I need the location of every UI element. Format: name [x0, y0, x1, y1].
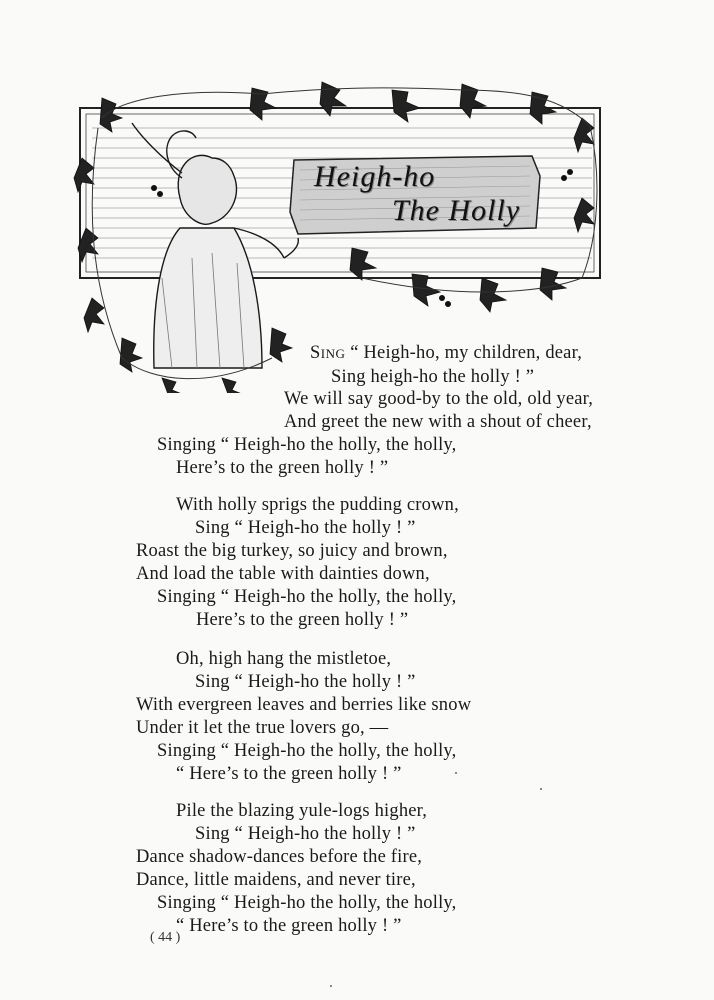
poem-line: Sing “ Heigh-ho the holly ! ”: [195, 824, 416, 844]
poem-line: And greet the new with a shout of cheer,: [284, 412, 592, 432]
banner-title-line-1: Heigh-ho: [314, 160, 436, 193]
poem-line: We will say good-by to the old, old year,: [284, 389, 594, 409]
poem-line: Sing “ Heigh-ho the holly ! ”: [195, 672, 416, 692]
poem-line: “ Here’s to the green holly ! ”: [176, 916, 402, 936]
poem-line: Dance, little maidens, and never tire,: [136, 870, 416, 890]
print-speck: [330, 985, 332, 987]
poem-line: Sing heigh-ho the holly ! ”: [331, 367, 535, 387]
page-number: ( 44 ): [150, 930, 181, 945]
poem-line: Dance shadow-dances before the fire,: [136, 847, 423, 867]
poem-line: Roast the big turkey, so juicy and brown,: [136, 541, 448, 561]
poem-line: Singing “ Heigh-ho the holly, the holly,: [157, 741, 457, 761]
poem-line: Under it let the true lovers go, —: [136, 718, 389, 738]
drop-cap-word: Sing: [310, 343, 346, 363]
banner-title-line-2: The Holly: [392, 194, 521, 227]
poem-line: Singing “ Heigh-ho the holly, the holly,: [157, 435, 457, 455]
poem-line: With evergreen leaves and berries like snow: [136, 695, 472, 715]
poem-line: Singing “ Heigh-ho the holly, the holly,: [157, 587, 457, 607]
poem-line: Oh, high hang the mistletoe,: [176, 649, 392, 669]
poem-line: And load the table with dainties down,: [136, 564, 430, 584]
poem-line: With holly sprigs the pudding crown,: [176, 495, 459, 515]
print-speck: [540, 788, 542, 790]
print-speck: [455, 772, 457, 774]
banner-title: [300, 158, 530, 232]
poem-line: Here’s to the green holly ! ”: [176, 458, 389, 478]
poem-line: Pile the blazing yule-logs higher,: [176, 801, 428, 821]
poem-line: Sing “ Heigh-ho, my children, dear,: [310, 343, 583, 363]
poem-line: Sing “ Heigh-ho the holly ! ”: [195, 518, 416, 538]
poem-line: Here’s to the green holly ! ”: [196, 610, 409, 630]
poem-line: Singing “ Heigh-ho the holly, the holly,: [157, 893, 457, 913]
poem-line: “ Here’s to the green holly ! ”: [176, 764, 402, 784]
